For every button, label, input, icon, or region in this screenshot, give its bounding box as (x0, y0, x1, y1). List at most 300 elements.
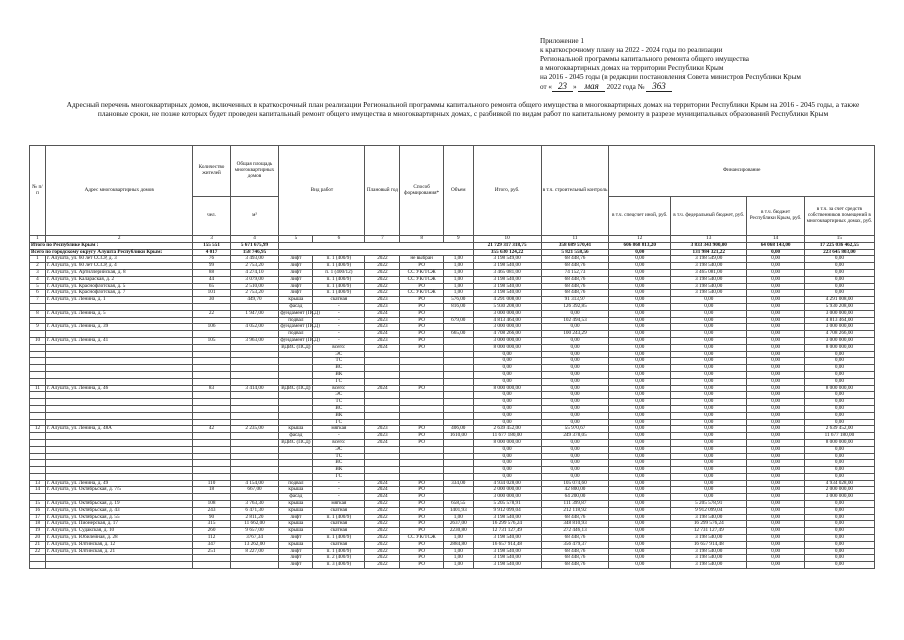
row-total: 4 708 266,00 (473, 331, 541, 338)
row-number (30, 446, 46, 453)
header-date-line (540, 82, 900, 92)
row-address (45, 358, 193, 365)
row-own: 0,00 (804, 276, 874, 283)
row-year (365, 460, 400, 467)
row-year: 2023 (365, 297, 400, 304)
row-federal: 16 657 914,48 (671, 541, 747, 548)
table-row (30, 392, 875, 399)
row-volume: 1,00 (443, 548, 473, 555)
row-total: 3 000 000,00 (473, 324, 541, 331)
row-year: 2022 (365, 290, 400, 297)
row-year: 2024 (365, 331, 400, 338)
row-year: 2023 (365, 317, 400, 324)
row-work: подвал (279, 331, 313, 338)
col-number: 11 (541, 236, 609, 243)
row-address: г. Алушта, ул. Краснофлотская, д. 5 (45, 283, 193, 290)
row-number: 18 (30, 521, 46, 528)
table-row (30, 439, 875, 446)
row-control: 0,00 (541, 473, 609, 480)
header-line-4: на 2016 - 2045 годы (в редакции постановления Совета министров Республики Крым (540, 73, 801, 81)
row-year (365, 453, 400, 460)
row-area: 3 763,30 (230, 501, 279, 508)
row-volume: 2230,80 (443, 528, 473, 535)
row-year: 2022 (365, 541, 400, 548)
row-formation (400, 405, 444, 412)
row-total: 3 198 549,00 (473, 256, 541, 263)
row-volume: 665,00 (443, 331, 473, 338)
row-work-detail: п. 3 (400/9) (313, 562, 365, 569)
row-own: 8 000 000,00 (804, 385, 874, 392)
row-work: крыша (279, 426, 313, 433)
col-fin-republic: в т.ч. бюджет Республики Крым, руб. (747, 197, 804, 236)
table-row (30, 446, 875, 453)
row-special: 0,00 (609, 392, 671, 399)
row-own: 0,00 (804, 412, 874, 419)
row-work-detail: ВК (313, 371, 365, 378)
row-special: 0,00 (609, 317, 671, 324)
row-special: 0,00 (609, 344, 671, 351)
row-federal: 0,00 (671, 303, 747, 310)
row-total: 2 000 000,00 (473, 487, 541, 494)
row-address: г. Алушта, ул. Ленина, д. 48А (45, 426, 193, 433)
row-area: 449,70 (230, 297, 279, 304)
row-work (279, 358, 313, 365)
row-special: 0,00 (609, 419, 671, 426)
row-federal: 3 198 540,00 (671, 548, 747, 555)
row-volume (443, 365, 473, 372)
row-volume (443, 412, 473, 419)
row-republic: 0,00 (747, 433, 804, 440)
row-area (230, 378, 279, 385)
row-republic: 0,00 (747, 399, 804, 406)
row-republic: 0,00 (747, 310, 804, 317)
row-number: 15 (30, 501, 46, 508)
col-area-unit: м² (230, 197, 279, 236)
table-row (30, 269, 875, 276)
row-residents (193, 453, 230, 460)
appendix-header (540, 37, 900, 92)
row-number: 10 (30, 337, 46, 344)
row-number: 12 (30, 426, 46, 433)
row-control: 356 479,37 (541, 541, 609, 548)
row-special: 0,00 (609, 365, 671, 372)
row-special: 0,00 (609, 460, 671, 467)
row-total: 16 299 576,24 (473, 521, 541, 528)
row-federal: 3 198 540,00 (671, 562, 747, 569)
row-special: 0,00 (609, 385, 671, 392)
row-year (365, 371, 400, 378)
row-formation: РО (400, 528, 444, 535)
row-number: 7 (30, 297, 46, 304)
row-work (279, 467, 313, 474)
row-control: 68 448,76 (541, 290, 609, 297)
row-formation: РО (400, 426, 444, 433)
row-total: 4 934 028,00 (473, 480, 541, 487)
row-number (30, 467, 46, 474)
row-number: 2 (30, 263, 46, 270)
row-area: 2 235,00 (230, 426, 279, 433)
row-address: г. Алушта, ул. Ленина, д. 39 (45, 324, 193, 331)
row-federal: 3 198 540,00 (671, 555, 747, 562)
row-republic: 0,00 (747, 439, 804, 446)
row-work (279, 446, 313, 453)
row-work: ВДИС (ПСД) (279, 344, 313, 351)
row-own: 0,00 (804, 562, 874, 569)
row-year: 2022 (365, 548, 400, 555)
table-row (30, 507, 875, 514)
row-republic: 0,00 (747, 324, 804, 331)
row-volume: 1,00 (443, 514, 473, 521)
total-federal: 131 984 321,22 (671, 249, 747, 256)
col-fin-federal: в т.ч. федеральный бюджет, руб. (671, 197, 747, 236)
col-number: 8 (400, 236, 444, 243)
row-address: г. Алушта, ул. 60 лет СССР, д. 3 (45, 256, 193, 263)
col-number: 10 (473, 236, 541, 243)
col-number: 6 (313, 236, 365, 243)
row-year: 2024 (365, 480, 400, 487)
row-total: 8 000 000,00 (473, 385, 541, 392)
row-control: 249 378,05 (541, 433, 609, 440)
row-control: 64 200,00 (541, 494, 609, 501)
doc-number: 363 (646, 81, 672, 92)
row-work: лифт (279, 276, 313, 283)
row-year: 2022 (365, 269, 400, 276)
table-row (30, 433, 875, 440)
row-republic: 0,00 (747, 344, 804, 351)
row-formation: РО (400, 263, 444, 270)
row-formation: СС УК/ТСЖ (400, 269, 444, 276)
row-area: 4 274,10 (230, 269, 279, 276)
row-address (45, 378, 193, 385)
row-total: 3 198 540,00 (473, 290, 541, 297)
row-work: лифт (279, 256, 313, 263)
row-area: 2 510,00 (230, 283, 279, 290)
row-special: 0,00 (609, 467, 671, 474)
total-own: 17 225 036 462,55 (804, 242, 874, 249)
row-work: лифт (279, 269, 313, 276)
row-own: 11 677 180,00 (804, 433, 874, 440)
row-number: 13 (30, 480, 46, 487)
row-work-detail: - (313, 494, 365, 501)
row-volume (443, 371, 473, 378)
col-work-type: Вид работ (279, 146, 365, 236)
row-formation: РО (400, 501, 444, 508)
row-special: 0,00 (609, 548, 671, 555)
row-formation: не выбран (400, 256, 444, 263)
row-address (45, 365, 193, 372)
col-area: Общая площадь многоквартирных домов (230, 146, 279, 197)
total-republic: 64 068 143,00 (747, 242, 804, 249)
row-number (30, 555, 46, 562)
row-residents: 260 (193, 528, 230, 535)
row-federal: 3 465 081,00 (671, 269, 747, 276)
row-work-detail: скатная (313, 541, 365, 548)
row-total: 11 677 180,00 (473, 433, 541, 440)
row-control: 0,00 (541, 351, 609, 358)
row-residents (193, 351, 230, 358)
row-residents: 110 (193, 480, 230, 487)
row-address: г. Алушта, ул. Ленина, д. 41 (45, 337, 193, 344)
row-address (45, 453, 193, 460)
row-control: 68 448,76 (541, 535, 609, 542)
row-residents: 42 (193, 426, 230, 433)
row-number (30, 453, 46, 460)
col-address: Адрес многоквартирных домов (45, 146, 193, 236)
row-work: лифт (279, 535, 313, 542)
appendix-label: Приложение 1 (540, 37, 584, 45)
row-work: лифт (279, 555, 313, 562)
row-address: г. Алушта, ул. Судакская, д. 10 (45, 528, 193, 535)
row-work-detail: п. 1 (400/9) (313, 548, 365, 555)
row-work-detail: ГС (313, 378, 365, 385)
row-volume: 2884,80 (443, 541, 473, 548)
row-area (230, 399, 279, 406)
row-volume: 679,00 (443, 317, 473, 324)
row-area (230, 453, 279, 460)
date-day: 23 (552, 81, 573, 92)
row-federal: 3 198 540,00 (671, 276, 747, 283)
table-header-row (30, 146, 875, 197)
row-special: 0,00 (609, 269, 671, 276)
row-year: 2023 (365, 324, 400, 331)
row-residents: 65 (193, 283, 230, 290)
row-address: г. Алушта, ул. Октябрьская, д. 55 (45, 514, 193, 521)
row-number: 17 (30, 514, 46, 521)
row-total: 3 198 540,00 (473, 514, 541, 521)
row-republic: 0,00 (747, 460, 804, 467)
row-volume (443, 453, 473, 460)
col-number: 4 (230, 236, 279, 243)
row-residents (193, 392, 230, 399)
row-address: г. Алушта, ул. Ленина, д. 46 (45, 385, 193, 392)
row-address (45, 446, 193, 453)
row-address (45, 439, 193, 446)
table-row (30, 480, 875, 487)
row-special: 0,00 (609, 562, 671, 569)
row-volume (443, 467, 473, 474)
row-work-detail: скатная (313, 521, 365, 528)
row-work (279, 365, 313, 372)
row-year (365, 392, 400, 399)
row-number: 5 (30, 283, 46, 290)
row-address (45, 433, 193, 440)
row-number: 4 (30, 276, 46, 283)
row-special: 0,00 (609, 555, 671, 562)
row-federal: 3 198 549,00 (671, 256, 747, 263)
row-federal: 0,00 (671, 324, 747, 331)
row-number: 22 (30, 548, 46, 555)
row-volume: 406,00 (443, 426, 473, 433)
row-federal: 0,00 (671, 412, 747, 419)
row-year (365, 399, 400, 406)
row-control: 68 448,76 (541, 562, 609, 569)
table-row (30, 344, 875, 351)
row-year (365, 405, 400, 412)
row-control: 42 800,00 (541, 487, 609, 494)
row-number (30, 405, 46, 412)
row-formation: РО (400, 521, 444, 528)
row-formation: РО (400, 344, 444, 351)
row-special: 0,00 (609, 351, 671, 358)
row-number (30, 433, 46, 440)
table-row (30, 351, 875, 358)
row-year: 2023 (365, 433, 400, 440)
row-federal: 0,00 (671, 297, 747, 304)
row-area: 2 753,20 (230, 290, 279, 297)
row-volume (443, 358, 473, 365)
row-number (30, 344, 46, 351)
row-republic: 0,00 (747, 541, 804, 548)
row-formation (400, 392, 444, 399)
row-work: крыша (279, 528, 313, 535)
row-residents: 44 (193, 276, 230, 283)
row-work: лифт (279, 283, 313, 290)
row-republic: 0,00 (747, 480, 804, 487)
row-special: 0,00 (609, 371, 671, 378)
row-republic: 0,00 (747, 269, 804, 276)
total-own: 223 645 803,00 (804, 249, 874, 256)
row-number (30, 371, 46, 378)
row-volume (443, 351, 473, 358)
row-special: 0,00 (609, 256, 671, 263)
row-own: 0,00 (804, 514, 874, 521)
row-total: 5 930 208,00 (473, 303, 541, 310)
date-prefix: от « (540, 83, 553, 91)
row-control: 0,00 (541, 358, 609, 365)
row-special: 0,00 (609, 514, 671, 521)
row-work (279, 371, 313, 378)
row-total: 16 657 914,48 (473, 541, 541, 548)
row-area: 3 079,00 (230, 276, 279, 283)
col-volume: Объем (443, 146, 473, 236)
row-volume: 1,00 (443, 535, 473, 542)
row-residents (193, 358, 230, 365)
row-area (230, 405, 279, 412)
date-year: 2022 года № (604, 83, 645, 91)
row-work (279, 378, 313, 385)
col-number: 15 (804, 236, 874, 243)
row-own: 2 639 452,00 (804, 426, 874, 433)
row-residents: 30 (193, 297, 230, 304)
row-volume: 1,00 (443, 283, 473, 290)
row-volume: 1,00 (443, 256, 473, 263)
row-residents: 101 (193, 290, 230, 297)
col-number: 7 (365, 236, 400, 243)
row-special: 0,00 (609, 303, 671, 310)
row-volume: 1401,93 (443, 507, 473, 514)
row-republic: 0,00 (747, 337, 804, 344)
row-work: крыша (279, 507, 313, 514)
row-own: 0,00 (804, 351, 874, 358)
row-number (30, 412, 46, 419)
row-total: 3 465 081,00 (473, 269, 541, 276)
row-volume: 1,00 (443, 562, 473, 569)
row-area: 3 493,00 (230, 256, 279, 263)
row-republic: 0,00 (747, 351, 804, 358)
row-area (230, 460, 279, 467)
row-work-detail: ГС (313, 419, 365, 426)
row-republic: 0,00 (747, 453, 804, 460)
row-formation (400, 446, 444, 453)
row-own: 0,00 (804, 467, 874, 474)
row-formation: РО (400, 555, 444, 562)
row-year: 2022 (365, 256, 400, 263)
table-row (30, 256, 875, 263)
row-area (230, 358, 279, 365)
row-year (365, 467, 400, 474)
row-work-detail: - (313, 331, 365, 338)
row-federal: 0,00 (671, 460, 747, 467)
row-year: 2024 (365, 494, 400, 501)
col-control: в т.ч. строительный контроль (541, 146, 609, 236)
col-fin-special: в т.ч. спецсчет иной, руб. (609, 197, 671, 236)
row-formation: РО (400, 494, 444, 501)
row-residents (193, 344, 230, 351)
row-area: 3 414,00 (230, 385, 279, 392)
row-area (230, 433, 279, 440)
row-volume: 2637,00 (443, 521, 473, 528)
row-work: фасад (279, 494, 313, 501)
total-area: 5 671 675,99 (230, 242, 279, 249)
row-area (230, 555, 279, 562)
total-residents: 4 017 (193, 249, 230, 256)
table-row (30, 276, 875, 283)
row-control: 100 243,29 (541, 331, 609, 338)
row-federal: 0,00 (671, 378, 747, 385)
row-residents: 106 (193, 324, 230, 331)
row-formation (400, 378, 444, 385)
col-plan-year: Плановый год (365, 146, 400, 236)
table-row (30, 337, 875, 344)
row-work: лифт (279, 562, 313, 569)
row-volume (443, 399, 473, 406)
row-work: фундамент (ПСД) (280, 309, 320, 316)
row-republic: 0,00 (747, 297, 804, 304)
row-formation: РО (400, 337, 444, 344)
row-formation: РО (400, 283, 444, 290)
row-own: 5 930 208,00 (804, 303, 874, 310)
row-residents (193, 562, 230, 569)
row-work-detail: всего: (313, 344, 365, 351)
row-republic: 0,00 (747, 256, 804, 263)
row-address: г. Алушта, ул. Ленина, д. 5 (45, 310, 193, 317)
row-formation: СС УК/ТСЖ (400, 276, 444, 283)
row-own: 0,00 (804, 256, 874, 263)
total-republic: 0,00 (747, 249, 804, 256)
row-number: 1 (30, 256, 46, 263)
row-year (365, 378, 400, 385)
row-special: 0,00 (609, 426, 671, 433)
row-own: 4 291 008,00 (804, 297, 874, 304)
row-own: 0,00 (804, 473, 874, 480)
row-republic: 0,00 (747, 371, 804, 378)
row-republic: 0,00 (747, 501, 804, 508)
row-residents: 347 (193, 541, 230, 548)
row-total: 0,00 (473, 371, 541, 378)
row-year: 2023 (365, 426, 400, 433)
row-formation (400, 467, 444, 474)
total-label: Всего по городскому округу Алушта Республики Крым: (30, 249, 193, 256)
row-control: 0,00 (541, 324, 609, 331)
row-control: 91 313,97 (541, 297, 609, 304)
row-volume (443, 378, 473, 385)
row-total: 4 291 008,00 (473, 297, 541, 304)
row-work (279, 399, 313, 406)
row-address (45, 412, 193, 419)
row-federal: 0,00 (671, 473, 747, 480)
row-republic: 0,00 (747, 378, 804, 385)
row-work-detail: ГС (313, 473, 365, 480)
